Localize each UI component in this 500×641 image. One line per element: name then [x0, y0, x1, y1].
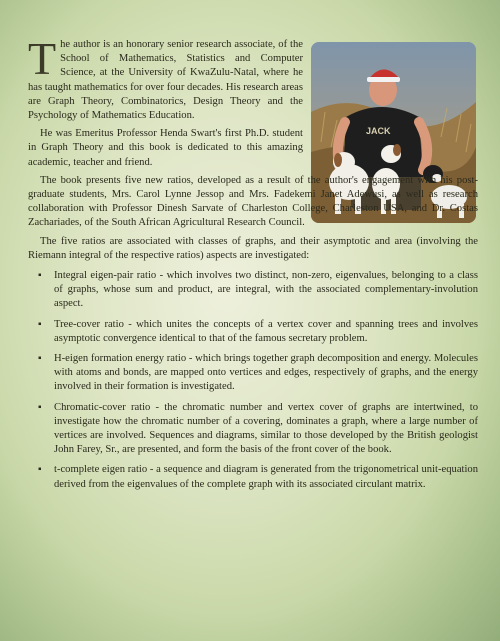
list-item-text: H-eigen formation energy ratio - which brings together graph decomposition and energy. Molecules with atoms and bonds, are mapped onto vertices and edges, respectively of graphs, and the energy involved in their formation is investigated.	[54, 353, 478, 393]
bullet-icon: ▪	[38, 401, 42, 413]
bullet-icon: ▪	[38, 270, 42, 282]
intro-paragraph-4: The five ratios are associated with classes of graphs, and their asymptotic and area (involving the Riemann integral of the respective ratios) aspects are investigated:	[28, 235, 478, 261]
list-item-text: Chromatic-cover ratio - the chromatic number and vertex cover of graphs are intertwined, to investigate how the chromatic number of a covering, dominates a graph, where a large number of vertices are involved. Sequences and diagrams, similar to those developed by the British geologist John Farey, Sr., are presented, and form the basis of the front cover of the book.	[54, 401, 478, 456]
list-item	[28, 318, 478, 346]
intro-paragraph-2: He was Emeritus Professor Henda Swart's first Ph.D. student in Graph Theory and this book is dedicated to this amazing academic, teacher and friend.	[28, 128, 303, 168]
ratio-list	[28, 269, 478, 492]
list-item-text: t-complete eigen ratio - a sequence and diagram is generated from the trigonometrical unit-equation derived from the eigenvalues of the complete graph with its associated circulant matrix.	[54, 464, 478, 490]
list-item	[28, 352, 478, 395]
list-item-text: Tree-cover ratio - which unites the concepts of a vertex cover and spanning trees and involves asymptotic convergence identical to that of the famous secretary problem.	[54, 318, 478, 344]
dropcap: T	[28, 33, 57, 84]
list-item	[28, 463, 478, 491]
intro-paragraph-3: The book presents five new ratios, developed as a result of the author's engagement with his post-graduate students, Mrs. Carol Lynne Jessop and Mrs. Fadekemi Janet Adewusi, as well as research collaboration with Professor Dinesh Sarvate of Charleston College, Charleston USA, and Dr. Costas Zachariades, of the South African Agricultural Research Council.	[28, 174, 478, 229]
bullet-icon: ▪	[38, 353, 42, 365]
bullet-icon: ▪	[38, 464, 42, 476]
shirt-text: JACK	[366, 126, 391, 136]
intro-paragraph-1-text: he author is an honorary senior research associate, of the School of Mathematics, Statistics and Computer Science, at the University of KwaZulu-Natal, where he has taught mathematics for over four decades. His research areas are Graph Theory, Combinatorics, Design Theory and the Psychology of Mathematics Education.	[28, 39, 303, 122]
list-item	[28, 269, 478, 312]
bullet-icon: ▪	[38, 318, 42, 330]
intro-paragraph-1	[28, 33, 303, 123]
list-item-text: Integral eigen-pair ratio - which involves two distinct, non-zero, eigenvalues, belonging to a class of graphs, whose sum and product, are integral, with the associated complementary-involution aspect.	[54, 270, 478, 310]
cover-text	[28, 33, 478, 498]
list-item	[28, 401, 478, 458]
